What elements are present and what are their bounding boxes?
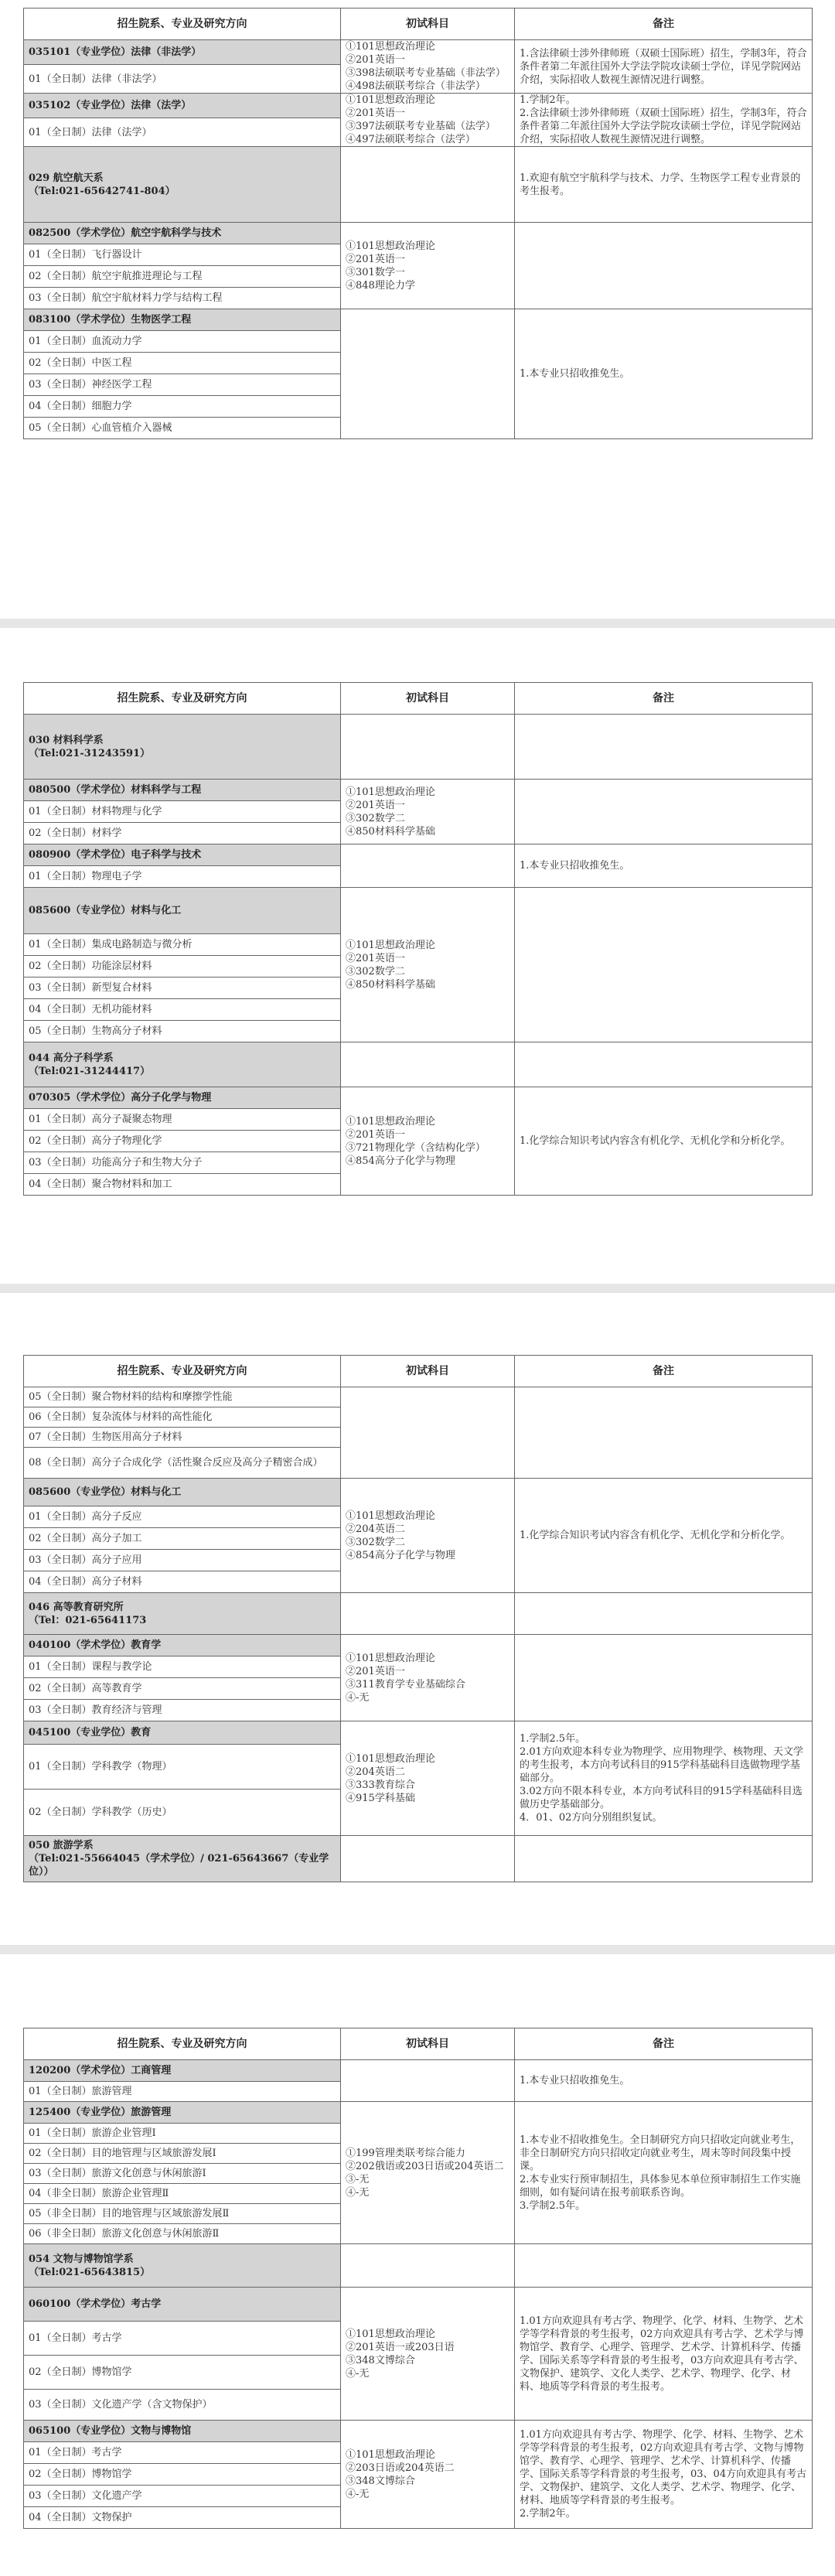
remarks: 1.学制2.5年。 2.01方向欢迎本科专业为物理学、应用物理学、核物理、天文学的考生报考，本方向考试科目的915学科基础科目选做物理学基础部分。 3.02方向不限本科专业，本方向考试科目的915学科基础科目选做历史学基础部分。 4．01、02方向分别组织复试。 [515, 1721, 813, 1836]
major-title: 060100（学术学位）考古学 [24, 2288, 341, 2322]
header-note: 备注 [515, 2028, 813, 2060]
direction: 03（全日制）高分子应用 [24, 1550, 341, 1571]
direction: 01（全日制）血流动力学 [24, 331, 341, 353]
page-separator [0, 619, 835, 628]
direction: 02（全日制）高分子加工 [24, 1528, 341, 1550]
major-title: 035101（专业学位）法律（非法学） [24, 40, 341, 65]
department-title: 044 高分子科学系 （Tel:021-31244417） [24, 1042, 341, 1087]
direction: 03（全日制）新型复合材料 [24, 978, 341, 999]
major-title: 085600（专业学位）材料与化工 [24, 888, 341, 934]
direction: 06（非全日制）旅游文化创意与休闲旅游Ⅱ [24, 2224, 341, 2244]
direction: 04（全日制）聚合物材料和加工 [24, 1174, 341, 1196]
remarks: 1.01方向欢迎具有考古学、物理学、化学、材料、生物学、艺术学等学科背景的考生报考，02方向欢迎具有考古学、艺术学与博物馆学、教育学、心理学、管理学、艺术学、计算机科学、传播学、国际关系等学科背景的考生报考，03方向欢迎具有考古学、文物保护、建筑学、文化人类学、艺术学、物理学、化学、材料、地质等学科背景的考生报考。 [515, 2288, 813, 2421]
page-separator [0, 1945, 835, 1954]
table-header [24, 683, 813, 715]
header-exam: 初试科目 [341, 1356, 515, 1387]
department-title: 029 航空航天系 （Tel:021-65642741-804） [24, 147, 341, 223]
exam-subjects: ①101思想政治理论 ②201英语一 ③311教育学专业基础综合 ④-无 [341, 1635, 515, 1721]
department-title: 054 文物与博物馆学系 （Tel:021-65643815） [24, 2244, 341, 2288]
header-exam: 初试科目 [341, 683, 515, 715]
remarks: 1.含法律硕士涉外律师班（双硕士国际班）招生，学制3年，符合条件者第二年派往国外大学法学院攻读硕士学位，详见学院网站介绍，实际招收人数视生源情况进行调整。 [515, 40, 813, 94]
direction: 01（全日制）学科教学（物理） [24, 1745, 341, 1790]
direction: 04（全日制）无机功能材料 [24, 999, 341, 1021]
header-major: 招生院系、专业及研究方向 [24, 1356, 341, 1387]
direction: 01（全日制）考古学 [24, 2322, 341, 2356]
admission-table-4 [23, 2028, 813, 2529]
department-row [24, 1042, 813, 1087]
table-row [24, 888, 813, 934]
major-title: 085600（专业学位）材料与化工 [24, 1479, 341, 1506]
table-row [24, 2060, 813, 2082]
exam-subjects: ①101思想政治理论 ②201英语一 ③398法硕联考专业基础（非法学） ④498法硕联考综合（非法学） [341, 40, 515, 94]
major-title: 120200（学术学位）工商管理 [24, 2060, 341, 2082]
department-row [24, 715, 813, 780]
direction: 02（全日制）中医工程 [24, 353, 341, 374]
direction: 05（全日制）生物高分子材料 [24, 1021, 341, 1042]
direction: 02（全日制）功能涂层材料 [24, 956, 341, 978]
direction: 02（全日制）高等教育学 [24, 1678, 341, 1700]
table-row [24, 1087, 813, 1109]
admission-table-1 [23, 8, 813, 439]
table-row [24, 1479, 813, 1506]
remarks: 1.本专业只招收推免生。 [515, 309, 813, 439]
exam-subjects: ①101思想政治理论 ②201英语一或203日语 ③348文博综合 ④-无 [341, 2288, 515, 2421]
department-row [24, 2244, 813, 2288]
direction: 01（全日制）旅游企业管理Ⅰ [24, 2124, 341, 2144]
department-title: 046 高等教育研究所 （Tel：021-65641173 [24, 1593, 341, 1635]
major-title: 082500（学术学位）航空宇航科学与技术 [24, 223, 341, 244]
department-title: 050 旅游学系 （Tel:021-55664045（学术学位）/ 021-65643667（专业学位）） [24, 1836, 341, 1882]
direction: 01（全日制）高分子凝聚态物理 [24, 1109, 341, 1131]
exam-subjects: ①101思想政治理论 ②201英语一 ③302数学二 ④850材料科学基础 [341, 888, 515, 1042]
direction: 03（全日制）旅游文化创意与休闲旅游Ⅰ [24, 2164, 341, 2184]
header-major: 招生院系、专业及研究方向 [24, 9, 341, 40]
direction: 01（全日制）物理电子学 [24, 866, 341, 888]
remarks: 1.化学综合知识考试内容含有机化学、无机化学和分析化学。 [515, 1479, 813, 1593]
direction: 01（全日制）高分子反应 [24, 1506, 341, 1528]
direction: 02（全日制）博物馆学 [24, 2356, 341, 2390]
direction: 04（非全日制）旅游企业管理Ⅱ [24, 2184, 341, 2204]
direction: 02（全日制）学科教学（历史） [24, 1790, 341, 1836]
exam-subjects: ①101思想政治理论 ②201英语一 ③301数学一 ④848理论力学 [341, 223, 515, 309]
department-row [24, 147, 813, 223]
major-title: 125400（专业学位）旅游管理 [24, 2102, 341, 2124]
direction: 02（全日制）航空宇航推进理论与工程 [24, 266, 341, 288]
exam-subjects: ①101思想政治理论 ②201英语一 ③721物理化学（含结构化学） ④854高分子化学与物理 [341, 1087, 515, 1196]
department-row [24, 1593, 813, 1635]
exam-subjects: ①199管理类联考综合能力 ②202俄语或203日语或204英语二 ③-无 ④-无 [341, 2102, 515, 2244]
direction: 01（全日制）法律（非法学） [24, 65, 341, 94]
direction: 08（全日制）高分子合成化学（活性聚合反应及高分子精密合成） [24, 1448, 341, 1479]
remarks: 1.化学综合知识考试内容含有机化学、无机化学和分析化学。 [515, 1087, 813, 1196]
header-note: 备注 [515, 683, 813, 715]
table-row [24, 94, 813, 118]
direction: 03（全日制）文化遗产学 [24, 2486, 341, 2507]
exam-subjects: ①101思想政治理论 ②201英语一 ③302数学二 ④850材料科学基础 [341, 780, 515, 844]
table-row [24, 2102, 813, 2124]
direction: 04（全日制）文物保护 [24, 2507, 341, 2529]
direction: 01（全日制）法律（法学） [24, 118, 341, 147]
table-row [24, 1721, 813, 1745]
major-title: 083100（学术学位）生物医学工程 [24, 309, 341, 331]
table-row [24, 223, 813, 244]
table-header [24, 9, 813, 40]
header-note: 备注 [515, 9, 813, 40]
direction: 03（全日制）功能高分子和生物大分子 [24, 1152, 341, 1174]
header-major: 招生院系、专业及研究方向 [24, 2028, 341, 2060]
table-header [24, 1356, 813, 1387]
page-separator [0, 1284, 835, 1293]
table-row [24, 309, 813, 331]
direction: 01（全日制）材料物理与化学 [24, 801, 341, 823]
header-exam: 初试科目 [341, 9, 515, 40]
remarks: 1.本专业不招收推免生。全日制研究方向只招收定向就业考生，非全日制研究方向只招收定向就业考生，周末等时间段集中授课。 2.本专业实行预审制招生，具体参见本单位预审制招生工作实施细则，如有疑问请在报考前联系咨询。 3.学制2.5年。 [515, 2102, 813, 2244]
header-exam: 初试科目 [341, 2028, 515, 2060]
remarks: 1.欢迎有航空宇航科学与技术、力学、生物医学工程专业背景的考生报考。 [515, 147, 813, 223]
exam-subjects: ①101思想政治理论 ②204英语二 ③302数学二 ④854高分子化学与物理 [341, 1479, 515, 1593]
direction: 03（全日制）文化遗产学（含文物保护） [24, 2390, 341, 2421]
direction: 03（全日制）航空宇航材料力学与结构工程 [24, 288, 341, 309]
exam-subjects: ①101思想政治理论 ②204英语二 ③333教育综合 ④915学科基础 [341, 1721, 515, 1836]
direction: 02（全日制）博物馆学 [24, 2464, 341, 2486]
direction: 01（全日制）考古学 [24, 2442, 341, 2464]
major-title: 080500（学术学位）材料科学与工程 [24, 780, 341, 801]
direction: 01（全日制）课程与教学论 [24, 1656, 341, 1678]
remarks: 1.01方向欢迎具有考古学、物理学、化学、材料、生物学、艺术学等学科背景的考生报考，02方向欢迎具有考古学、文物与博物馆学、教育学、心理学、管理学、艺术学、计算机科学、传播学、国际关系等学科背景的考生报考，03、04方向欢迎具有考古学、文物保护、建筑学、文化人类学、艺术学、物理学、化学、材料、地质等学科背景的考生报考。 2.学制2年。 [515, 2421, 813, 2529]
exam-subjects: ①101思想政治理论 ②201英语一 ③397法硕联考专业基础（法学） ④497法硕联考综合（法学） [341, 94, 515, 147]
direction: 07（全日制）生物医用高分子材料 [24, 1428, 341, 1448]
table-header [24, 2028, 813, 2060]
major-title: 065100（专业学位）文物与博物馆 [24, 2421, 341, 2442]
remarks: 1.本专业只招收推免生。 [515, 2060, 813, 2102]
table-row [24, 1635, 813, 1656]
page-2 [0, 628, 835, 1281]
direction: 06（全日制）复杂流体与材料的高性能化 [24, 1407, 341, 1428]
page-1 [0, 0, 835, 615]
major-title: 035102（专业学位）法律（法学） [24, 94, 341, 118]
table-row [24, 40, 813, 65]
direction: 01（全日制）飞行器设计 [24, 244, 341, 266]
direction: 04（全日制）高分子材料 [24, 1571, 341, 1593]
page-4 [0, 1954, 835, 2576]
major-title: 045100（专业学位）教育 [24, 1721, 341, 1745]
admission-table-2 [23, 682, 813, 1196]
direction: 05（全日制）心血管植介入器械 [24, 418, 341, 439]
department-row [24, 1836, 813, 1882]
direction: 01（全日制）旅游管理 [24, 2082, 341, 2102]
admission-table-3 [23, 1355, 813, 1882]
table-row [24, 1387, 813, 1407]
major-title: 040100（学术学位）教育学 [24, 1635, 341, 1656]
page-3 [0, 1293, 835, 1943]
direction: 05（全日制）聚合物材料的结构和摩擦学性能 [24, 1387, 341, 1407]
table-row [24, 2421, 813, 2442]
direction: 01（全日制）集成电路制造与微分析 [24, 934, 341, 956]
table-row [24, 780, 813, 801]
major-title: 070305（学术学位）高分子化学与物理 [24, 1087, 341, 1109]
remarks: 1.本专业只招收推免生。 [515, 844, 813, 888]
direction: 04（全日制）细胞力学 [24, 396, 341, 418]
direction: 03（全日制）神经医学工程 [24, 374, 341, 396]
direction: 02（全日制）材料学 [24, 823, 341, 844]
exam-subjects: ①101思想政治理论 ②203日语或204英语二 ③348文博综合 ④-无 [341, 2421, 515, 2529]
direction: 05（非全日制）目的地管理与区域旅游发展Ⅱ [24, 2204, 341, 2224]
header-major: 招生院系、专业及研究方向 [24, 683, 341, 715]
direction: 02（全日制）目的地管理与区域旅游发展Ⅰ [24, 2144, 341, 2164]
direction: 02（全日制）高分子物理化学 [24, 1131, 341, 1152]
header-note: 备注 [515, 1356, 813, 1387]
department-title: 030 材料科学系 （Tel:021-31243591） [24, 715, 341, 780]
table-row [24, 844, 813, 866]
direction: 03（全日制）教育经济与管理 [24, 1700, 341, 1721]
table-row [24, 2288, 813, 2322]
remarks: 1.学制2年。 2.含法律硕士涉外律师班（双硕士国际班）招生，学制3年，符合条件者第二年派往国外大学法学院攻读硕士学位，详见学院网站介绍，实际招收人数视生源情况进行调整。 [515, 94, 813, 147]
major-title: 080900（学术学位）电子科学与技术 [24, 844, 341, 866]
